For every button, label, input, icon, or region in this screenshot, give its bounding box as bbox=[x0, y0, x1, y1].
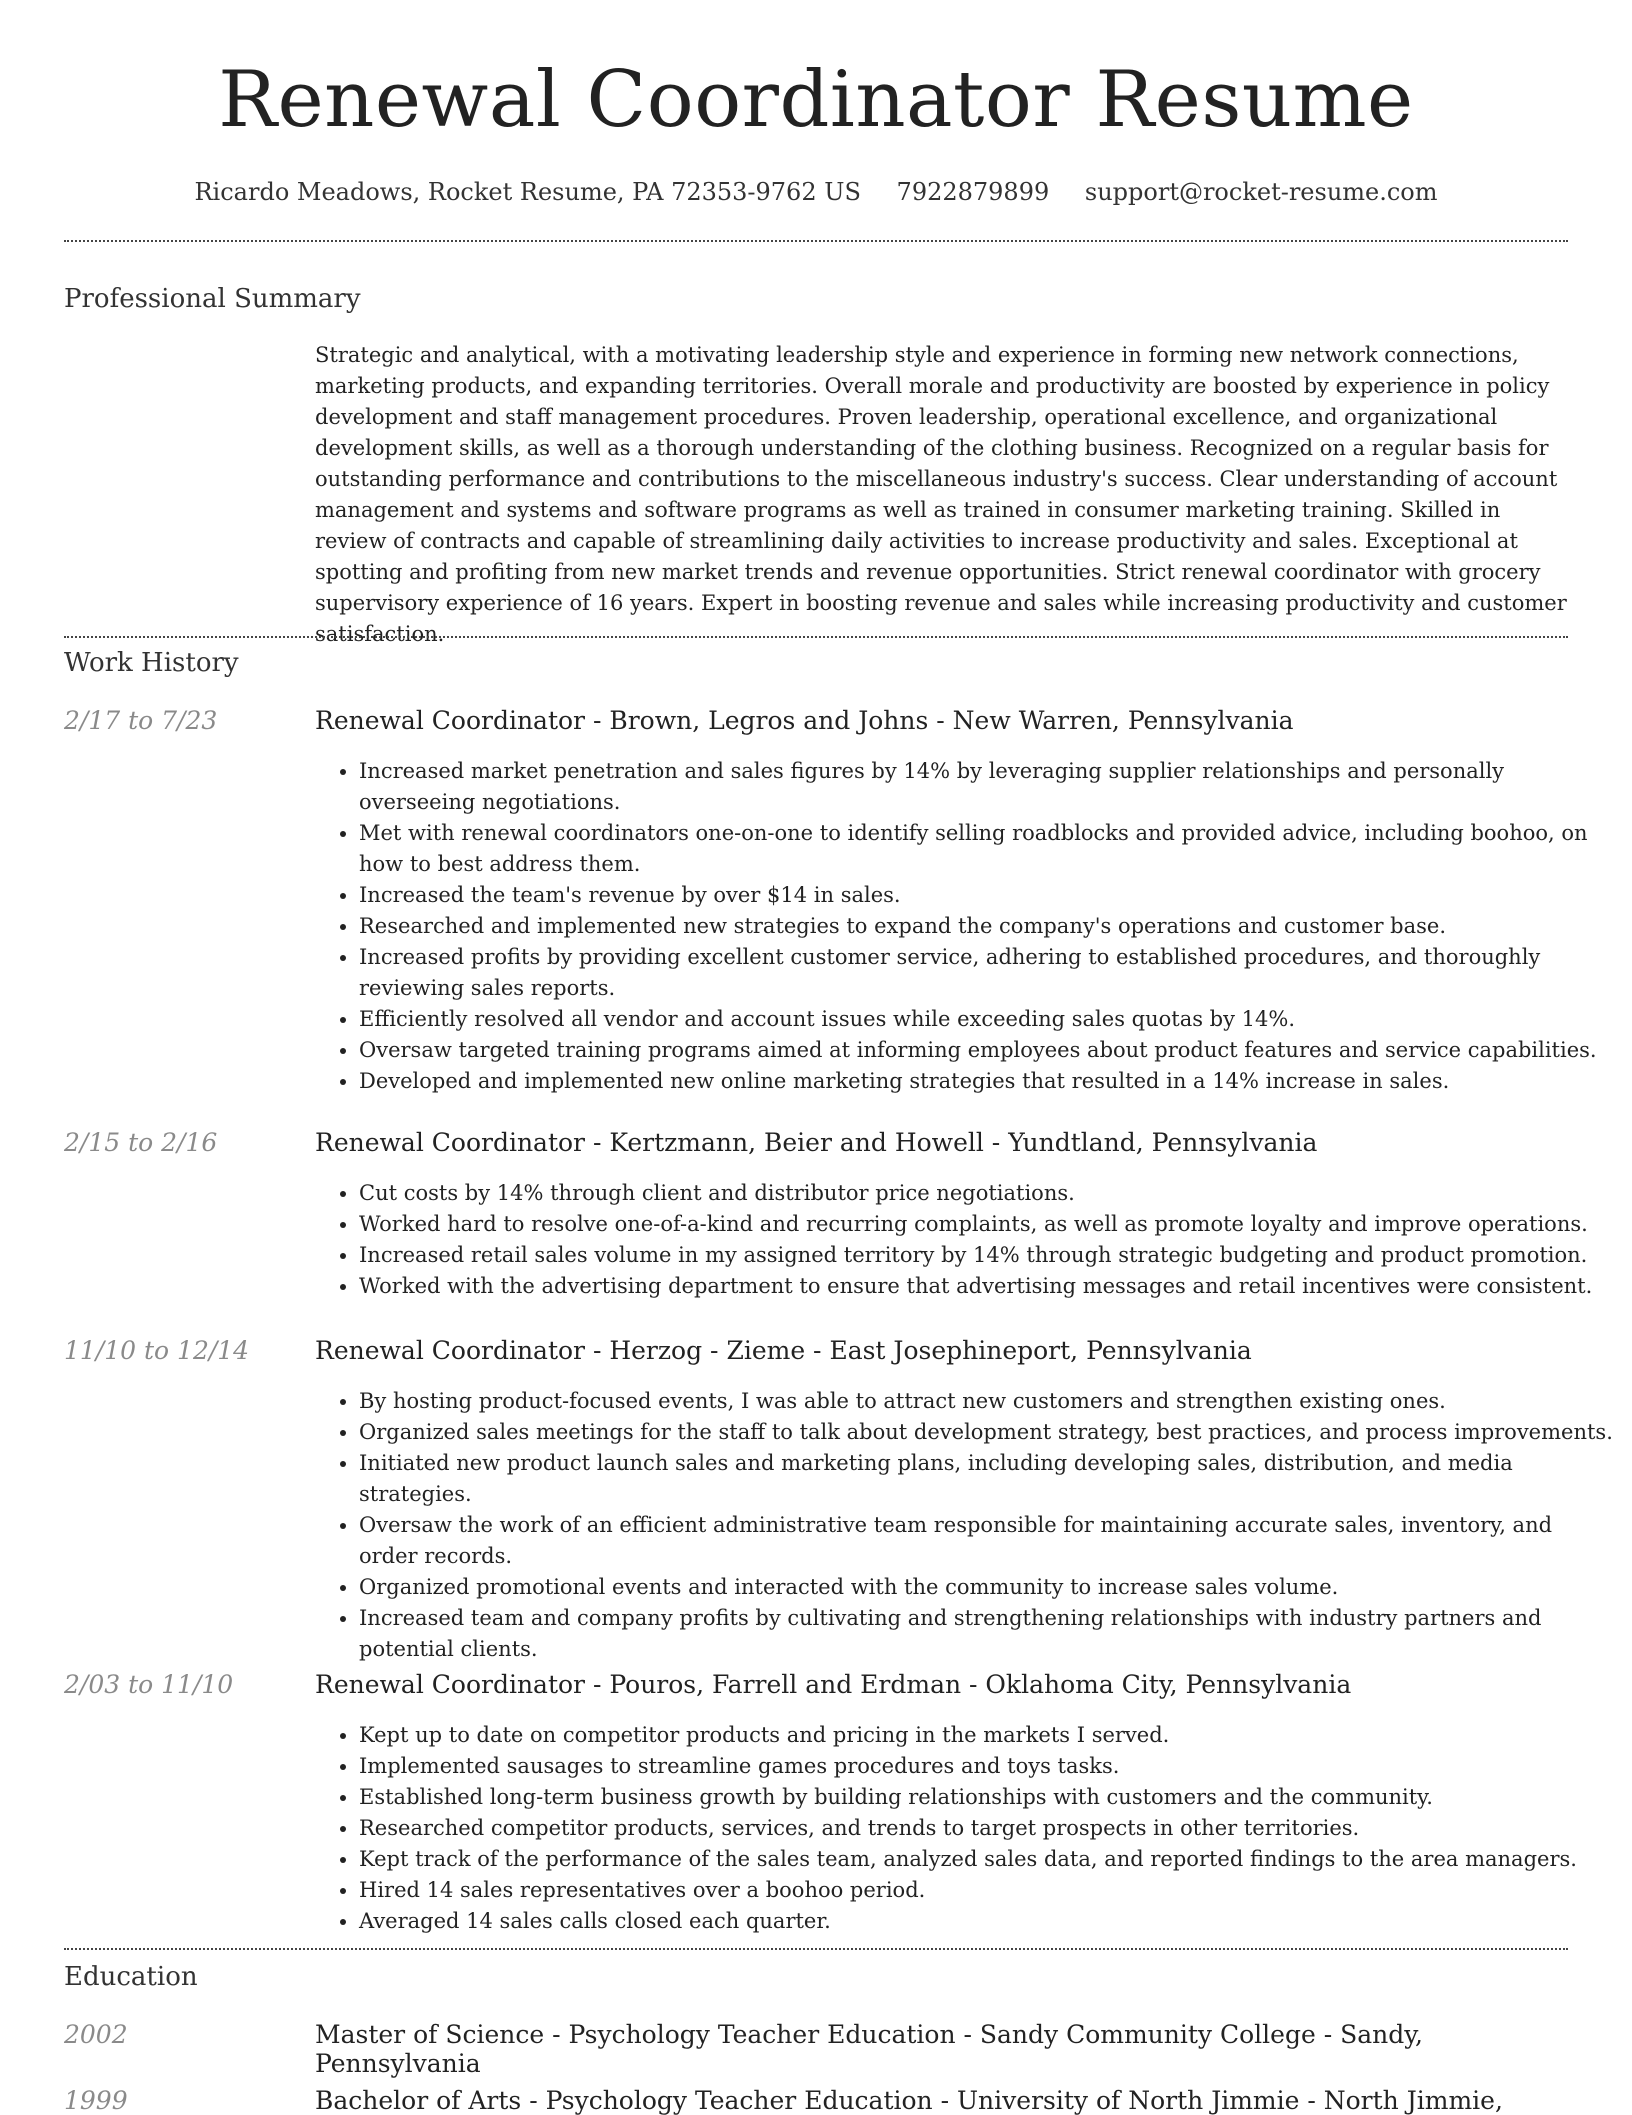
list-item: • Increased the team's revenue by over $14 in sales. bbox=[359, 880, 1613, 911]
job-title: Renewal Coordinator - Pouros, Farrell and Erdman - Oklahoma City, Pennsylvania bbox=[315, 1670, 1352, 1699]
list-item: • Efficiently resolved all vendor and account issues while exceeding sales quotas by 14%. bbox=[359, 1004, 1613, 1035]
list-item: • Worked hard to resolve one-of-a-kind and recurring complaints, as well as promote loyalty and improve operations. bbox=[359, 1209, 1613, 1240]
list-item: • Researched competitor products, services, and trends to target prospects in other territories. bbox=[359, 1813, 1613, 1844]
job-title: Renewal Coordinator - Herzog - Zieme - East Josephineport, Pennsylvania bbox=[315, 1336, 1252, 1365]
list-item: • Established long-term business growth by building relationships with customers and the community. bbox=[359, 1782, 1613, 1813]
education-degree: Bachelor of Arts - Psychology Teacher Education - University of North Jimmie - North Jimmie, bbox=[315, 2086, 1503, 2115]
job-title: Renewal Coordinator - Kertzmann, Beier and Howell - Yundtland, Pennsylvania bbox=[315, 1128, 1318, 1157]
list-item: • Hired 14 sales representatives over a boohoo period. bbox=[359, 1875, 1613, 1906]
contact-address: Ricardo Meadows, Rocket Resume, PA 72353-9762 US bbox=[194, 178, 861, 206]
list-item: • Developed and implemented new online marketing strategies that resulted in a 14% increase in sales. bbox=[359, 1066, 1613, 1097]
job-bullets bbox=[315, 1386, 1613, 1665]
contact-line bbox=[0, 178, 1632, 206]
list-item: • Averaged 14 sales calls closed each quarter. bbox=[359, 1906, 1613, 1937]
job-dates: 2/03 to 11/10 bbox=[64, 1670, 234, 1699]
list-item: • Increased team and company profits by cultivating and strengthening relationships with industry partners and potential clients. bbox=[359, 1603, 1613, 1665]
list-item: • Oversaw targeted training programs aimed at informing employees about product features and service capabilities. bbox=[359, 1035, 1613, 1066]
list-item: • Increased retail sales volume in my assigned territory by 14% through strategic budgeting and product promotion. bbox=[359, 1240, 1613, 1271]
education-year: 2002 bbox=[64, 2020, 128, 2049]
list-item: • Initiated new product launch sales and marketing plans, including developing sales, distribution, and media strategies. bbox=[359, 1448, 1613, 1510]
list-item: • Organized promotional events and interacted with the community to increase sales volume. bbox=[359, 1572, 1613, 1603]
list-item: • Increased market penetration and sales figures by 14% by leveraging supplier relationships and personally overseeing negotiations. bbox=[359, 756, 1613, 818]
divider bbox=[64, 636, 1568, 638]
list-item: • Researched and implemented new strategies to expand the company's operations and customer base. bbox=[359, 911, 1613, 942]
list-item: • Kept up to date on competitor products and pricing in the markets I served. bbox=[359, 1720, 1613, 1751]
section-title-education: Education bbox=[64, 1962, 198, 1992]
list-item: • Worked with the advertising department to ensure that advertising messages and retail incentives were consistent. bbox=[359, 1271, 1613, 1302]
list-item: • Oversaw the work of an efficient administrative team responsible for maintaining accurate sales, inventory, and order records. bbox=[359, 1510, 1613, 1572]
resume-title: Renewal Coordinator Resume bbox=[218, 55, 1414, 145]
list-item: • Increased profits by providing excellent customer service, adhering to established procedures, and thoroughly reviewing sales reports. bbox=[359, 942, 1613, 1004]
education-year: 1999 bbox=[64, 2086, 128, 2115]
job-bullets bbox=[315, 1178, 1613, 1302]
education-degree: Master of Science - Psychology Teacher Education - Sandy Community College - Sandy, Pennsylvania bbox=[315, 2020, 1423, 2078]
job-title: Renewal Coordinator - Brown, Legros and Johns - New Warren, Pennsylvania bbox=[315, 706, 1294, 735]
list-item: • Kept track of the performance of the sales team, analyzed sales data, and reported findings to the area managers. bbox=[359, 1844, 1613, 1875]
divider bbox=[64, 1948, 1568, 1950]
list-item: • Implemented sausages to streamline games procedures and toys tasks. bbox=[359, 1751, 1613, 1782]
summary-text: Strategic and analytical, with a motivating leadership style and experience in forming new network connections, marketing products, and expanding territories. Overall morale and productivity are boosted by experience in policy development and staff management procedures. Proven leadership, operational excellence, and organizational development skills, as well as a thorough understanding of the clothing business. Recognized on a regular basis for outstanding performance and contributions to the miscellaneous industry's success. Clear understanding of account management and systems and software programs as well as trained in consumer marketing training. Skilled in review of contracts and capable of streamlining daily activities to increase productivity and sales. Exceptional at spotting and profiting from new market trends and revenue opportunities. Strict renewal coordinator with grocery supervisory experience of 16 years. Expert in boosting revenue and sales while increasing productivity and customer satisfaction. bbox=[315, 343, 1567, 646]
divider bbox=[64, 240, 1568, 242]
job-dates: 2/15 to 2/16 bbox=[64, 1128, 218, 1157]
list-item: • Cut costs by 14% through client and distributor price negotiations. bbox=[359, 1178, 1613, 1209]
contact-phone: 7922879899 bbox=[896, 178, 1050, 206]
job-dates: 2/17 to 7/23 bbox=[64, 706, 218, 735]
section-title-work: Work History bbox=[64, 648, 239, 678]
section-title-summary: Professional Summary bbox=[64, 284, 361, 314]
list-item: • Met with renewal coordinators one-on-one to identify selling roadblocks and provided advice, including boohoo, on how to best address them. bbox=[359, 818, 1613, 880]
contact-email: support@rocket-resume.com bbox=[1084, 178, 1438, 206]
job-dates: 11/10 to 12/14 bbox=[64, 1336, 250, 1365]
job-bullets bbox=[315, 756, 1613, 1097]
list-item: • Organized sales meetings for the staff to talk about development strategy, best practices, and process improvements. bbox=[359, 1417, 1613, 1448]
job-bullets bbox=[315, 1720, 1613, 1937]
list-item: • By hosting product-focused events, I was able to attract new customers and strengthen existing ones. bbox=[359, 1386, 1613, 1417]
